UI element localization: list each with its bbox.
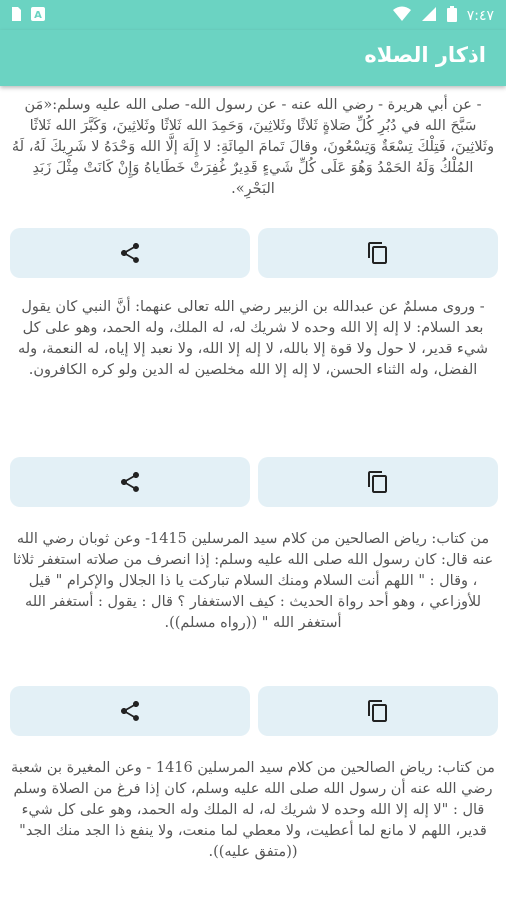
sim-icon [10, 6, 22, 26]
svg-text:A: A [34, 10, 42, 21]
copy-button[interactable] [258, 228, 498, 278]
notification-a-icon [30, 6, 46, 26]
wifi-icon [393, 6, 411, 26]
status-time: ٧:٤٧ [466, 8, 494, 24]
share-button[interactable] [10, 686, 250, 736]
battery-icon [447, 6, 457, 26]
share-icon [118, 241, 142, 265]
signal-icon [421, 6, 437, 26]
share-button[interactable] [10, 457, 250, 507]
zikr-text: من كتاب: رياض الصالحين من كلام سيد المرسلين 1415- وعن ثوبان رضي الله عنه قال: كان رسول الله صلى الله عليه وسلم: إذا انصرف من صلاته استغفر ثلاثا ، وقال : " اللهم أنت السلام ومنك السلام تباركت يا ذا الجلال والإكرام " قيل للأوزاعي ، وهو أحد رواة الحديث : كيف الاستغفار ؟ قال : يقول : أستغفر الله أستغفر الله " ((رواه مسلم)). [12, 531, 494, 631]
copy-icon [366, 699, 390, 723]
copy-button[interactable] [258, 457, 498, 507]
zikr-text: - عن أبي هريرة - رضي الله عنه - عن رسول الله- صلى الله عليه وسلم:«مَن سَبَّحَ الله في دُبُرِ كُلِّ صَلاةٍ ثَلاثًا وثَلاثِينَ، وَحَمِدَ الله ثَلاثًا وثَلاثِينَ، وَكَبَّرَ الله ثَلاثًا وثَلاثِينَ، فَتِلْكَ تِسْعَةٌ وَتِسْعُونَ، وقالَ تَمامَ المِائَةِ: لا إِلَهَ إلَّا الله وَحْدَهُ لا شَرِيكَ لَهُ، لَهُ المُلْكُ وَلَهُ الحَمْدُ وَهُوَ عَلَى كُلِّ شَيءٍ قَدِيرٌ غُفِرَتْ خَطَاياهُ وَإِنْ كَانَتْ مِثْلَ زَبَدِ البَحْرِ». [11, 97, 495, 197]
status-bar [0, 0, 506, 30]
share-button[interactable] [10, 228, 250, 278]
copy-icon [366, 241, 390, 265]
page-title: اذكار الصلاه [364, 43, 486, 67]
azkar-list[interactable] [0, 86, 506, 900]
copy-icon [366, 470, 390, 494]
share-icon [118, 470, 142, 494]
share-icon [118, 699, 142, 723]
zikr-text: من كتاب: رياض الصالحين من كلام سيد المرسلين 1416 - وعن المغيرة بن شعبة رضي الله عنه أن رسول الله صلى الله عليه وسلم، كان إذا فرغ من الصلاة وسلم قال : "لا إله إلا الله وحده لا شريك له، له الملك وله الحمد، وهو على كل شيء قدير، اللهم لا مانع لما أعطيت، ولا معطي لما منعت، ولا ينفع ذا الجد منك الجد" ((متفق عليه)). [11, 760, 495, 860]
zikr-text: - وروى مسلمٌ عن عبدالله بن الزبير رضي الله تعالى عنهما: أنَّ النبي كان يقول بعد السلام: لا إله إلا الله وحده لا شريك له، له الملك، وله الحمد، وهو على كل شيء قدير، لا حول ولا قوة إلا بالله، لا إله إلا الله، ولا نعبد إلا إياه، له النعمة، وله الفضل، وله الثناء الحسن، لا إله إلا الله مخلصين له الدين ولو كره الكافرون. [17, 299, 489, 378]
copy-button[interactable] [258, 686, 498, 736]
app-bar [0, 30, 506, 86]
